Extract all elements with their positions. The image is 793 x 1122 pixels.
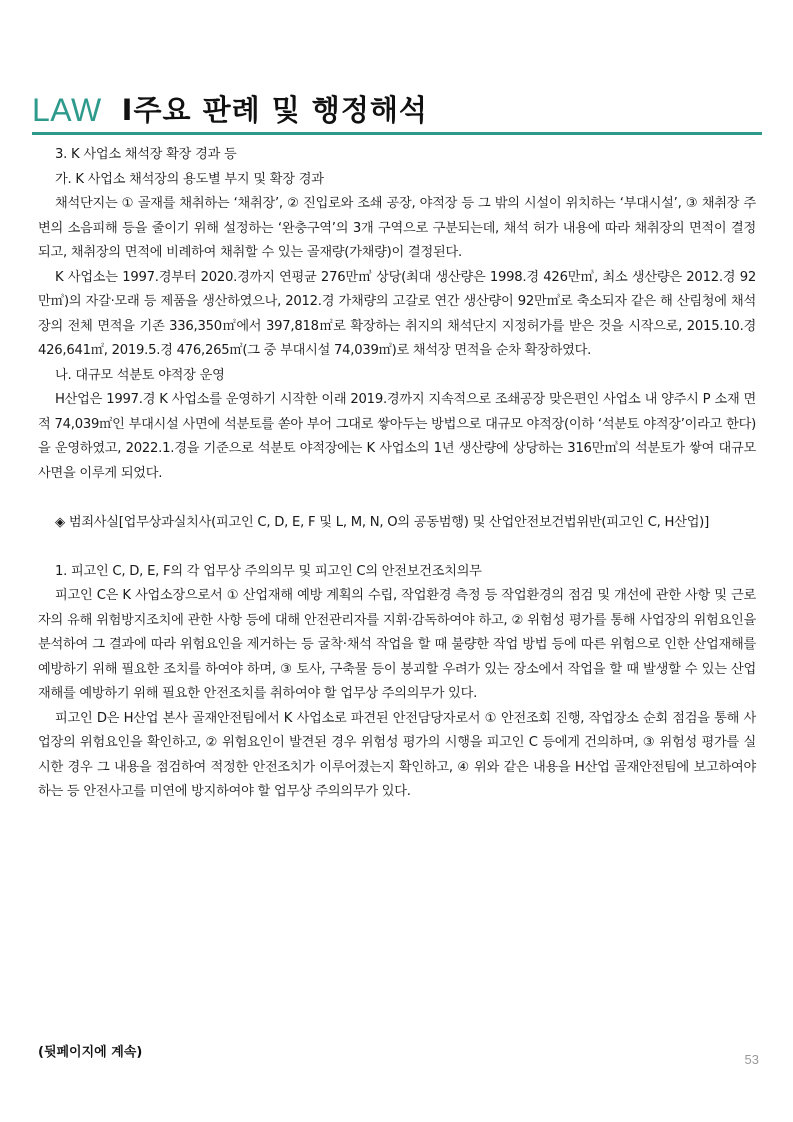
law-label: LAW [32,92,102,128]
paragraph: K 사업소는 1997.경부터 2020.경까지 연평균 276만㎥ 상당(최대 생산량은 1998.경 426만㎥, 최소 생산량은 2012.경 92만㎥)의 자갈·모래 등 제품을 생산하였으나, 2012.경 가채량의 고갈로 연간 생산량이 92만㎥로 축소되자 같은 해 산림청에 채석장의 전체 면적을 기존 336,350㎡에서 397,818㎡로 확장하는 취지의 채석단지 지정허가를 받은 것을 시작으로, 2015.10.경 426,641㎡, 2019.5.경 476,265㎡(그 중 부대시설 74,039㎡)로 채석장 면적을 순차 확장하였다. [38,269,756,358]
page-title: Ⅰ주요 판례 및 행정해석 [121,93,428,127]
continued-note: (뒷페이지에 계속) [38,1045,143,1060]
page-header [32,84,762,130]
paragraph: 피고인 C은 K 사업소장으로서 ① 산업재해 예방 계획의 수립, 작업환경 측정 등 작업환경의 점검 및 개선에 관한 사항 및 근로자의 유해 위험방지조치에 관한 사항 등에 대해 안전관리자를 지휘·감독하여야 하고, ② 위험성 평가를 통해 사업장의 위험요인을 분석하여 그 결과에 따라 위험요인을 제거하는 등 굴착·채석 작업을 할 때 불량한 작업 방법 등에 따른 위험으로 인한 산업재해를 예방하기 위해 필요한 조치를 하여야 하며, ③ 토사, 구축물 등이 붕괴할 우려가 있는 장소에서 작업을 할 때 발생할 수 있는 산업재해를 예방하기 위해 필요한 안전조치를 취하여야 할 업무상 주의의무가 있다. [38,588,756,701]
crime-facts-heading: ◈ 범죄사실[업무상과실치사(피고인 C, D, E, F 및 L, M, N, O의 공동범행) 및 산업안전보건법위반(피고인 C, H산업)] [55,514,709,530]
subsection-heading-ga: 가. K 사업소 채석장의 용도별 부지 및 확장 경과 [55,171,324,187]
paragraph: H산업은 1997.경 K 사업소를 운영하기 시작한 이래 2019.경까지 지속적으로 조쇄공장 맞은편인 사업소 내 양주시 P 소재 면적 74,039㎡인 부대시설 사면에 석분토를 쏟아 부어 그대로 쌓아두는 방법으로 대규모 야적장(이하 ‘석분토 야적장’이라고 한다)을 운영하였고, 2022.1.경을 기준으로 석분토 야적장에는 K 사업소의 1년 생산량에 상당하는 316만㎥의 석분토가 쌓여 대규모 사면을 이루게 되었다. [38,392,756,481]
header-divider [32,132,762,135]
paragraph: 채석단지는 ① 골재를 채취하는 ‘채취장’, ② 진입로와 조쇄 공장, 야적장 등 그 밖의 시설이 위치하는 ‘부대시설’, ③ 채취장 주변의 소음피해 등을 줄이기 위해 설정하는 ‘완충구역’의 3개 구역으로 구분되는데, 채석 허가 내용에 따라 채취장의 면적이 결정되고, 채취장의 면적에 비례하여 채취할 수 있는 골재량(가채량)이 결정된다. [38,196,756,260]
document-body [38,143,756,805]
subsection-heading-na: 나. 대규모 석분토 야적장 운영 [55,367,225,383]
section-heading-1: 1. 피고인 C, D, E, F의 각 업무상 주의의무 및 피고인 C의 안전보건조치의무 [55,563,482,579]
paragraph: 피고인 D은 H산업 본사 골재안전팀에서 K 사업소로 파견된 안전담당자로서 ① 안전조회 진행, 작업장소 순회 점검을 통해 사업장의 위험요인을 확인하고, ② 위험요인이 발견된 경우 위험성 평가의 시행을 피고인 C 등에게 건의하며, ③ 위험성 평가를 실시한 경우 그 내용을 점검하여 적정한 안전조치가 이루어졌는지 확인하고, ④ 위와 같은 내용을 H산업 골재안전팀에 보고하여야 하는 등 안전사고를 미연에 방지하여야 할 업무상 주의의무가 있다. [38,710,756,799]
section-heading-3: 3. K 사업소 채석장 확장 경과 등 [55,147,237,162]
page-number: 53 [744,1052,759,1067]
